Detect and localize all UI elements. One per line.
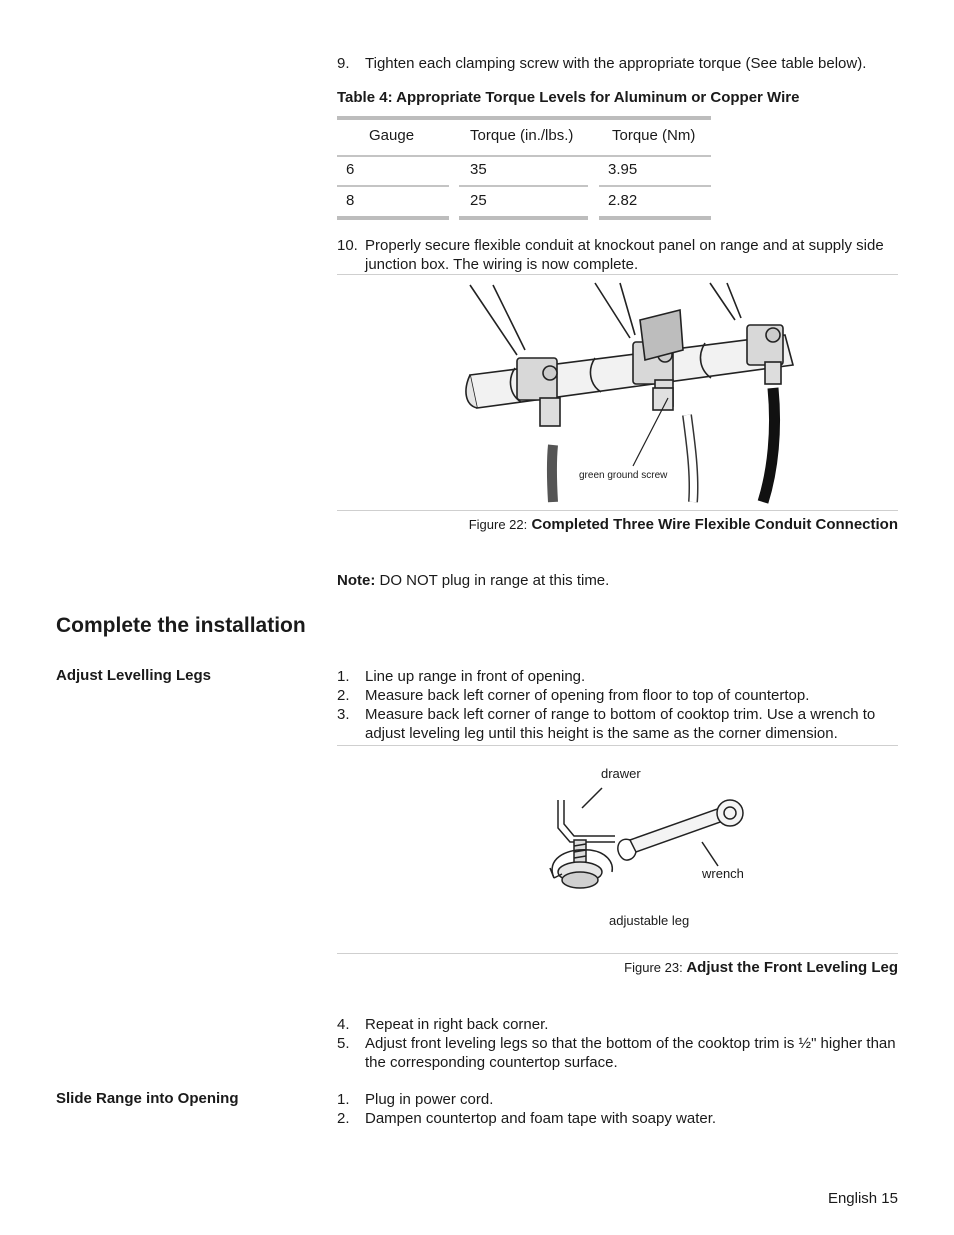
figure-title: Completed Three Wire Flexible Conduit Connection	[531, 516, 898, 533]
figure-top-rule	[337, 745, 898, 746]
list-item	[337, 705, 899, 743]
figure-top-rule	[337, 274, 898, 275]
list-item	[337, 1109, 899, 1128]
figure-bottom-rule	[337, 510, 898, 511]
step-number: 4.	[337, 1016, 350, 1033]
table-cell: 2.82	[608, 192, 638, 209]
table-cell: 8	[346, 192, 355, 209]
table-title: Table 4: Appropriate Torque Levels for Aluminum or Copper Wire	[337, 89, 800, 106]
step-text: Line up range in front of opening.	[365, 668, 586, 685]
table-header-rule	[337, 155, 711, 157]
table-cell: 6	[346, 161, 355, 178]
table-top-rule	[337, 116, 711, 120]
step-number: 1.	[337, 1091, 350, 1108]
step-text: Measure back left corner of opening from floor to top of countertop.	[365, 687, 810, 704]
list-item	[337, 686, 899, 705]
table-bottom-rule	[599, 216, 711, 220]
adjustable-leg-label: adjustable leg	[609, 913, 690, 928]
section-title: Complete the installation	[56, 614, 306, 637]
table-bottom-rule	[337, 216, 449, 220]
step-number: 1.	[337, 668, 350, 685]
wrench-label: wrench	[702, 866, 744, 881]
figure-label: Figure 22:	[468, 517, 528, 532]
figure-23-caption	[624, 959, 898, 976]
levelling-leg-illustration	[540, 780, 755, 900]
list-item	[337, 1090, 899, 1109]
step-text: Repeat in right back corner.	[365, 1016, 549, 1033]
table-row-rule	[599, 185, 711, 187]
step-number: 2.	[337, 687, 350, 704]
list-item	[337, 1034, 899, 1072]
list-item	[337, 667, 899, 686]
table-header-gauge: Gauge	[369, 127, 415, 144]
figure-bottom-rule	[337, 953, 898, 954]
step-number: 3.	[337, 706, 350, 723]
step-text: Tighten each clamping screw with the appropriate torque (See table below).	[365, 55, 867, 72]
step-10	[337, 236, 899, 274]
table-row-rule	[459, 185, 588, 187]
step-number: 9.	[337, 55, 350, 72]
table-cell: 25	[470, 192, 487, 209]
page-footer: English 15	[827, 1190, 898, 1207]
figure-label: Figure 23:	[624, 960, 683, 975]
step-text: Plug in power cord.	[365, 1091, 494, 1108]
slide-heading: Slide Range into Opening	[56, 1090, 239, 1107]
table-header-torque-inlbs: Torque (in./lbs.)	[470, 127, 574, 144]
table-header-torque-nm: Torque (Nm)	[612, 127, 696, 144]
ground-screw-label: green ground screw	[579, 470, 668, 481]
table-bottom-rule	[459, 216, 588, 220]
figure-22-caption	[469, 516, 898, 533]
table-row-rule	[337, 185, 449, 187]
note-text: DO NOT plug in range at this time.	[379, 572, 610, 589]
step-number: 2.	[337, 1110, 350, 1127]
drawer-label: drawer	[601, 766, 641, 781]
step-number: 10.	[337, 237, 358, 254]
step-text: Measure back left corner of range to bottom of cooktop trim. Use a wrench to adjust leveling leg until this height is the same as the corner dimension.	[365, 706, 876, 742]
levelling-heading: Adjust Levelling Legs	[56, 667, 212, 684]
note	[337, 572, 609, 589]
step-text: Dampen countertop and foam tape with soapy water.	[365, 1110, 717, 1127]
table-cell: 35	[470, 161, 487, 178]
step-text: Adjust front leveling legs so that the bottom of the cooktop trim is ½" higher than the corresponding countertop surface.	[365, 1035, 896, 1071]
table-cell: 3.95	[608, 161, 638, 178]
step-9	[337, 54, 899, 73]
figure-title: Adjust the Front Leveling Leg	[686, 959, 898, 976]
list-item	[337, 1015, 899, 1034]
step-text: Properly secure flexible conduit at knockout panel on range and at supply side junction box. The wiring is now complete.	[365, 237, 884, 273]
step-number: 5.	[337, 1035, 350, 1052]
note-label: Note:	[337, 572, 376, 589]
